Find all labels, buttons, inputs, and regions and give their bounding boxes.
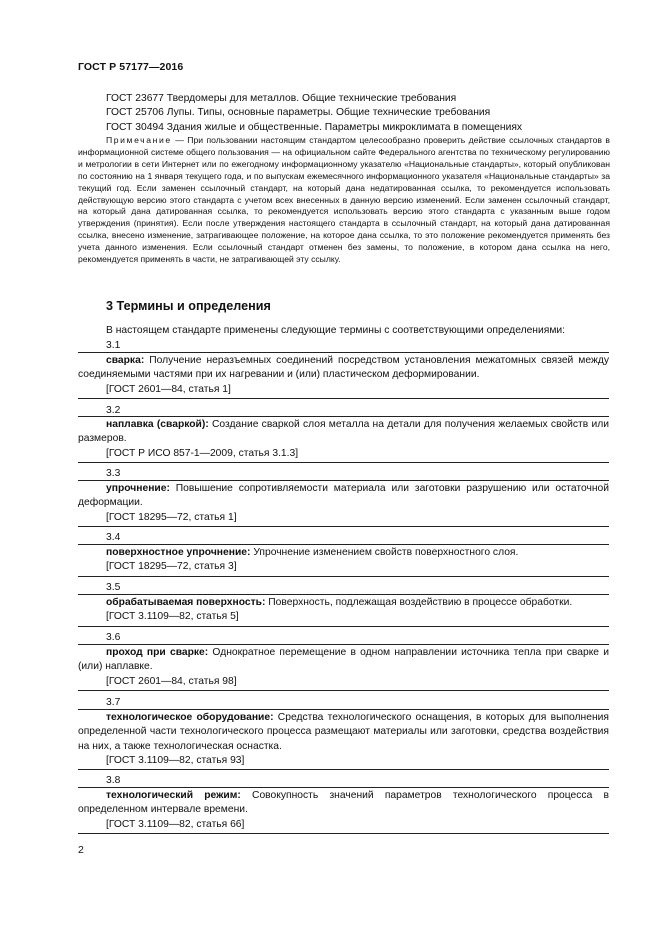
term-name: проход при сварке: xyxy=(106,647,209,658)
note-text: — При пользовании настоящим стандартом целесообразно проверить действие ссылочных стандартов в информационной системе общего пользования — на официальном сайте Федерального агентства по техническому регулированию и метрологии в сети Интернет или по ежегодному информационному указателю «Национальные стандарты», который опубликован по состоянию на 1 января текущего года, и по выпускам ежемесячного информационного указателя «Национальные стандарты» за текущий год. Если заменен ссылочный стандарт, на который дана недатированная ссылка, то рекомендуется использовать действующую версию этого стандарта с учетом всех внесенных в данную версию изменений. Если заменен ссылочный стандарт, на который дана датированная ссылка, то рекомендуется использовать версию этого стандарта с указанным выше годом утверждения (принятия). Если после утверждения настоящего стандарта в ссылочный стандарт, на который дана датированная ссылка, внесено изменение, затрагивающее положение, на которое дана ссылка, то это положение рекомендуется применять без учета данного изменения. Если ссылочный стандарт отменен без замены, то положение, в котором дана ссылка на него, рекомендуется применять в части, не затрагивающей эту ссылку. xyxy=(78,135,610,265)
term-number: 3.3 xyxy=(106,468,121,479)
term-definition xyxy=(78,546,609,560)
term-name: поверхностное упрочнение: xyxy=(106,547,251,558)
reference-item: ГОСТ 23677 Твердомеры для металлов. Общие технические требования xyxy=(106,93,457,104)
references-list xyxy=(106,92,522,135)
section-title: 3 Термины и определения xyxy=(106,299,271,313)
term-source: [ГОСТ 18295—72, статья 3] xyxy=(106,561,237,573)
term-box xyxy=(78,416,609,463)
term-number: 3.5 xyxy=(106,582,121,593)
term-number: 3.8 xyxy=(106,775,121,786)
term-box xyxy=(78,594,609,627)
term-definition-text: Поверхность, подлежащая воздействию в процессе обработки. xyxy=(265,597,573,608)
term-definition xyxy=(78,711,609,754)
term-box xyxy=(78,787,609,834)
term-name: наплавка (сваркой): xyxy=(106,419,209,430)
term-definition xyxy=(78,482,609,511)
term-definition xyxy=(78,354,609,383)
term-source: [ГОСТ Р ИСО 857-1—2009, статья 3.1.3] xyxy=(106,447,299,459)
term-number: 3.7 xyxy=(106,697,121,708)
term-number: 3.4 xyxy=(106,532,121,543)
term-name: сварка: xyxy=(106,355,145,366)
note-label: Примечание xyxy=(106,135,172,145)
reference-item: ГОСТ 25706 Лупы. Типы, основные параметры. Общие технические требования xyxy=(106,107,491,119)
term-definition-text: Однократное перемещение в одном направлении источника тепла при сварке и (или) наплавке. xyxy=(78,647,609,673)
reference-item: ГОСТ 30494 Здания жилые и общественные. Параметры микроклимата в помещениях xyxy=(106,121,523,133)
term-definition xyxy=(78,418,609,447)
term-name: упрочнение: xyxy=(106,483,170,494)
term-definition xyxy=(78,596,609,610)
term-source: [ГОСТ 2601—84, статья 1] xyxy=(106,383,231,395)
term-source: [ГОСТ 18295—72, статья 1] xyxy=(106,511,237,523)
term-definition xyxy=(78,789,609,818)
term-source: [ГОСТ 3.1109—82, статья 5] xyxy=(106,611,239,623)
term-name: технологический режим: xyxy=(106,790,241,801)
term-box xyxy=(78,709,609,770)
term-source: [ГОСТ 3.1109—82, статья 66] xyxy=(106,818,245,830)
term-definition-text: Упрочнение изменением свойств поверхностного слоя. xyxy=(250,547,519,558)
term-box xyxy=(78,480,609,527)
term-name: технологическое оборудование: xyxy=(106,712,274,723)
document-header: ГОСТ Р 57177—2016 xyxy=(78,61,184,73)
term-number: 3.1 xyxy=(106,340,121,351)
term-name: обрабатываемая поверхность: xyxy=(106,597,266,608)
term-source: [ГОСТ 3.1109—82, статья 93] xyxy=(106,754,245,766)
term-source: [ГОСТ 2601—84, статья 98] xyxy=(106,675,237,687)
term-box xyxy=(78,644,609,691)
term-definition-text: Средства технологического оснащения, в которых для выполнения определенной части технологического процесса размещают материалы или заготовки, средства воздействия на них, а также технологическая оснастка. xyxy=(78,712,609,752)
term-definition-text: Создание сваркой слоя металла на детали для получения желаемых свойств или размеров. xyxy=(78,419,609,445)
term-definition-text: Повышение сопротивляемости материала или заготовки разрушению или остаточной деформации. xyxy=(78,483,609,509)
term-definition-text: Получение неразъемных соединений посредством установления межатомных связей между соединяемыми частями при их нагревании и (или) пластическом деформировании. xyxy=(78,355,609,381)
term-definition xyxy=(78,646,609,675)
term-number: 3.2 xyxy=(106,405,121,416)
term-number: 3.6 xyxy=(106,632,121,643)
term-box xyxy=(78,544,609,577)
page-number: 2 xyxy=(78,844,84,856)
term-box xyxy=(78,352,609,399)
note-paragraph xyxy=(78,135,610,266)
term-definition-text: Совокупность значений параметров технологического процесса в определенном интервале времени. xyxy=(78,790,609,816)
section-intro: В настоящем стандарте применены следующие термины с соответствующими определениями: xyxy=(106,325,566,336)
